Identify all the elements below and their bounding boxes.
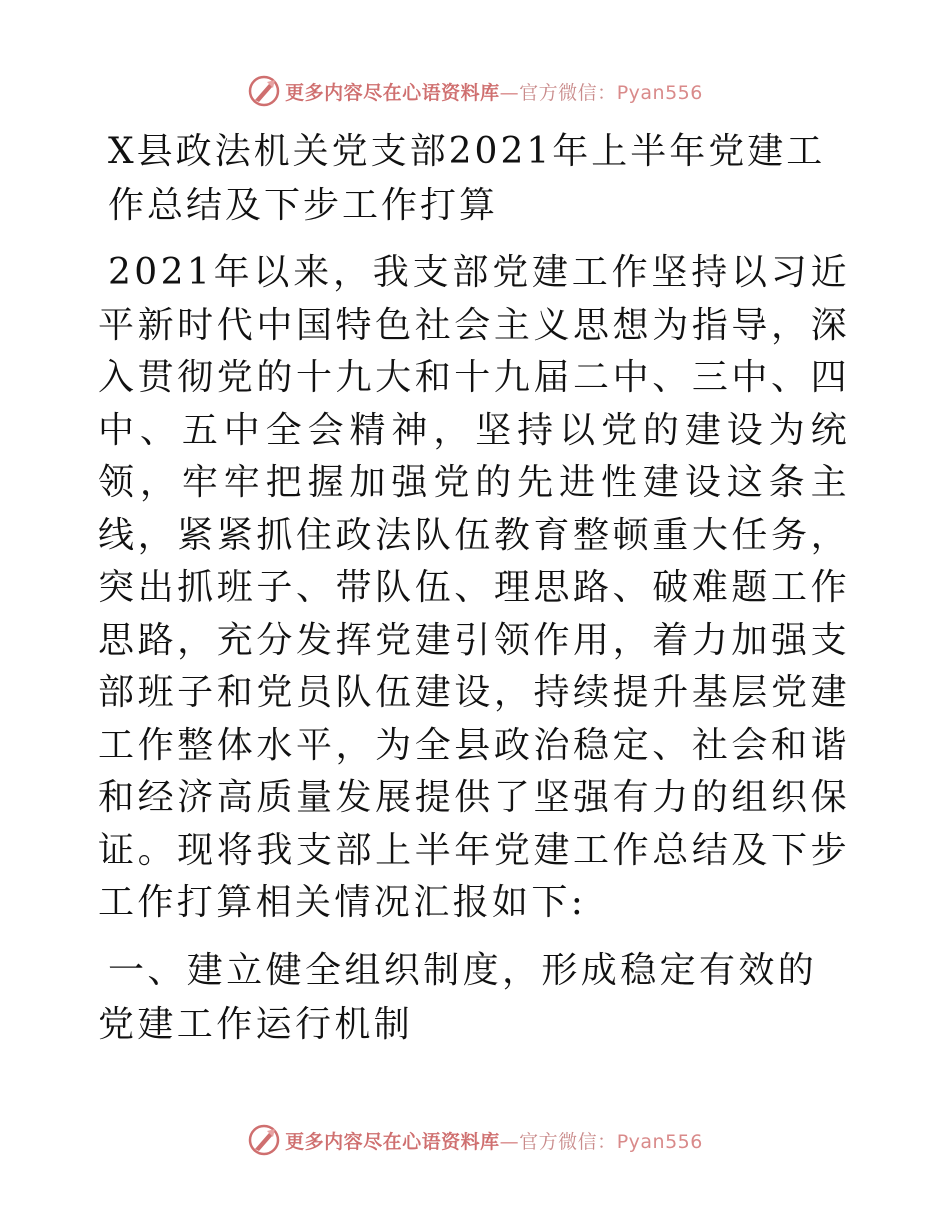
watermark-main: 更多内容尽在心语资料库	[285, 1130, 500, 1153]
pen-logo-icon	[247, 1123, 281, 1157]
watermark-text	[285, 78, 703, 105]
document-title: X县政法机关党支部2021年上半年党建工作总结及下步工作打算	[108, 131, 826, 226]
pen-logo-icon	[247, 74, 281, 108]
section-1-heading	[98, 944, 850, 1052]
watermark-wechat-id: Pyan556	[616, 81, 703, 104]
header-watermark	[0, 71, 950, 111]
footer-watermark	[0, 1120, 950, 1160]
watermark-text	[285, 1127, 703, 1154]
watermark-wechat-label: 官方微信：	[519, 1130, 617, 1153]
watermark-wechat-id: Pyan556	[616, 1130, 703, 1153]
watermark-separator: —	[499, 1130, 520, 1153]
watermark-main: 更多内容尽在心语资料库	[285, 81, 500, 104]
intro-paragraph	[98, 247, 850, 930]
watermark-separator: —	[499, 81, 520, 104]
document-body	[98, 125, 850, 1052]
watermark-wechat-label: 官方微信：	[519, 81, 617, 104]
intro-text: 2021年以来，我支部党建工作坚持以习近平新时代中国特色社会主义思想为指导，深入贯彻党的十九大和十九届二中、三中、四中、五中全会精神，坚持以党的建设为统领，牢牢把握加强党的先进性建设这条主线，紧紧抓住政法队伍教育整顿重大任务，突出抓班子、带队伍、理思路、破难题工作思路，充分发挥党建引领作用，着力加强支部班子和党员队伍建设，持续提升基层党建工作整体水平，为全县政治稳定、社会和谐和经济高质量发展提供了坚强有力的组织保证。现将我支部上半年党建工作总结及下步工作打算相关情况汇报如下:	[98, 252, 850, 923]
section-1-heading-text: 一、建立健全组织制度，形成稳定有效的党建工作运行机制	[98, 949, 818, 1045]
